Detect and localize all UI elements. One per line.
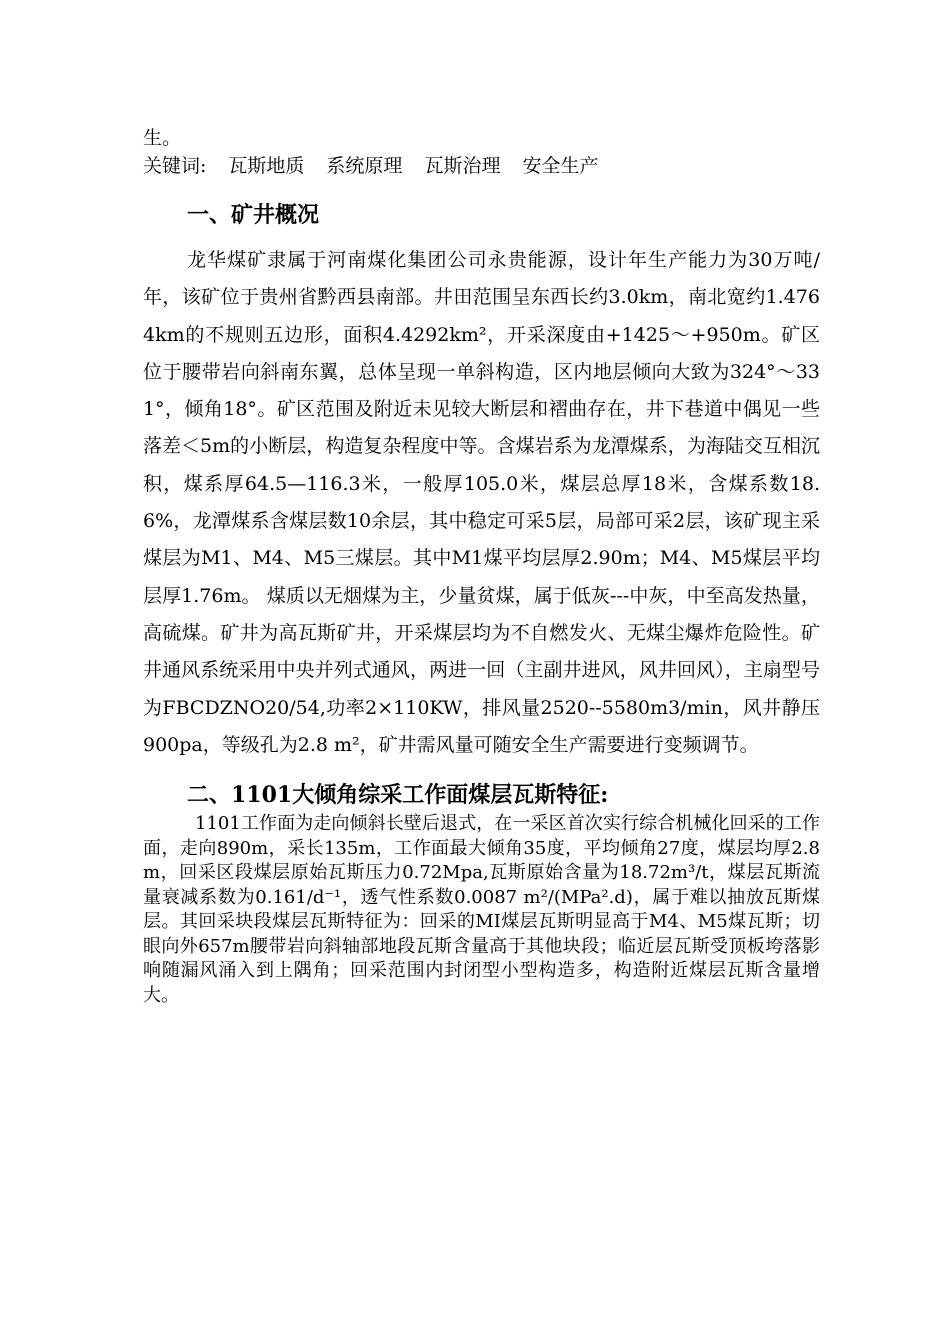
paragraph-mine-overview: 龙华煤矿隶属于河南煤化集团公司永贵能源，设计年生产能力为30万吨/年，该矿位于贵州省黔西县南部。井田范围呈东西长约3.0km，南北宽约1.4764km的不规则五边形，面积4.4292km²，开采深度由+1425～+950m。矿区位于腰带岩向斜南东翼，总体呈现一单斜构造，区内地层倾向大致为324°～331°，倾角18°。矿区范围及附近未见较大断层和褶曲存在，井下巷道中偶见一些落差＜5m的小断层，构造复杂程度中等。含煤岩系为龙潭煤系，为海陆交互相沉积，煤系厚64.5—116.3米，一般厚105.0米，煤层总厚18米，含煤系数18.6%，龙潭煤系含煤层数10余层，其中稳定可采5层，局部可采2层，该矿现主采煤层为M1、M4、M5三煤层。其中M1煤平均层厚2.90m；M4、M5煤层平均层厚1.76m。 煤质以无烟煤为主，少量贫煤，属于低灰---中灰，中至高发热量，高硫煤。矿井为高瓦斯矿井，开采煤层均为不自燃发火、无煤尘爆炸危险性。矿井通风系统采用中央并列式通风，两进一回（主副井进风，风井回风），主扇型号为FBCDZNO20/54,功率2×110KW，排风量2520--5580m3/min，风井静压900pa，等级孔为2.8 m²，矿井需风量可随安全生产需要进行变频调节。 xyxy=(143,249,820,756)
keyword-item: 系统原理 xyxy=(326,155,403,177)
keyword-item: 瓦斯地质 xyxy=(228,155,305,177)
keyword-item: 安全生产 xyxy=(522,155,599,177)
paragraph-gas-characteristics: 1101工作面为走向倾斜长壁后退式，在一采区首次实行综合机械化回采的工作面，走向890m，采长135m，工作面最大倾角35度，平均倾角27度，煤层均厚2.8m，回采区段煤层原始瓦斯压力0.72Mpa,瓦斯原始含量为18.72m³/t，煤层瓦斯流量衰减系数为0.161/d⁻¹，透气性系数0.0087 m²/(MPa².d)，属于难以抽放瓦斯煤层。其回采块段煤层瓦斯特征为：回采的MI煤层瓦斯明显高于M4、M5煤瓦斯；切眼向外657m腰带岩向斜轴部地段瓦斯含量高于其他块段；临近层瓦斯受顶板垮落影响随漏风涌入到上隅角；回采范围内封闭型小型构造多，构造附近煤层瓦斯含量增大。 xyxy=(143,813,820,1006)
section-heading-gas-characteristics: 二、1101大倾角综采工作面煤层瓦斯特征: xyxy=(187,782,609,809)
text-fragment: 生。 xyxy=(143,127,182,149)
keywords-line xyxy=(143,152,820,180)
section-heading-mine-overview: 一、矿井概况 xyxy=(187,202,320,228)
keyword-item: 瓦斯治理 xyxy=(424,155,501,177)
keywords-label: 关键词: xyxy=(143,155,207,177)
